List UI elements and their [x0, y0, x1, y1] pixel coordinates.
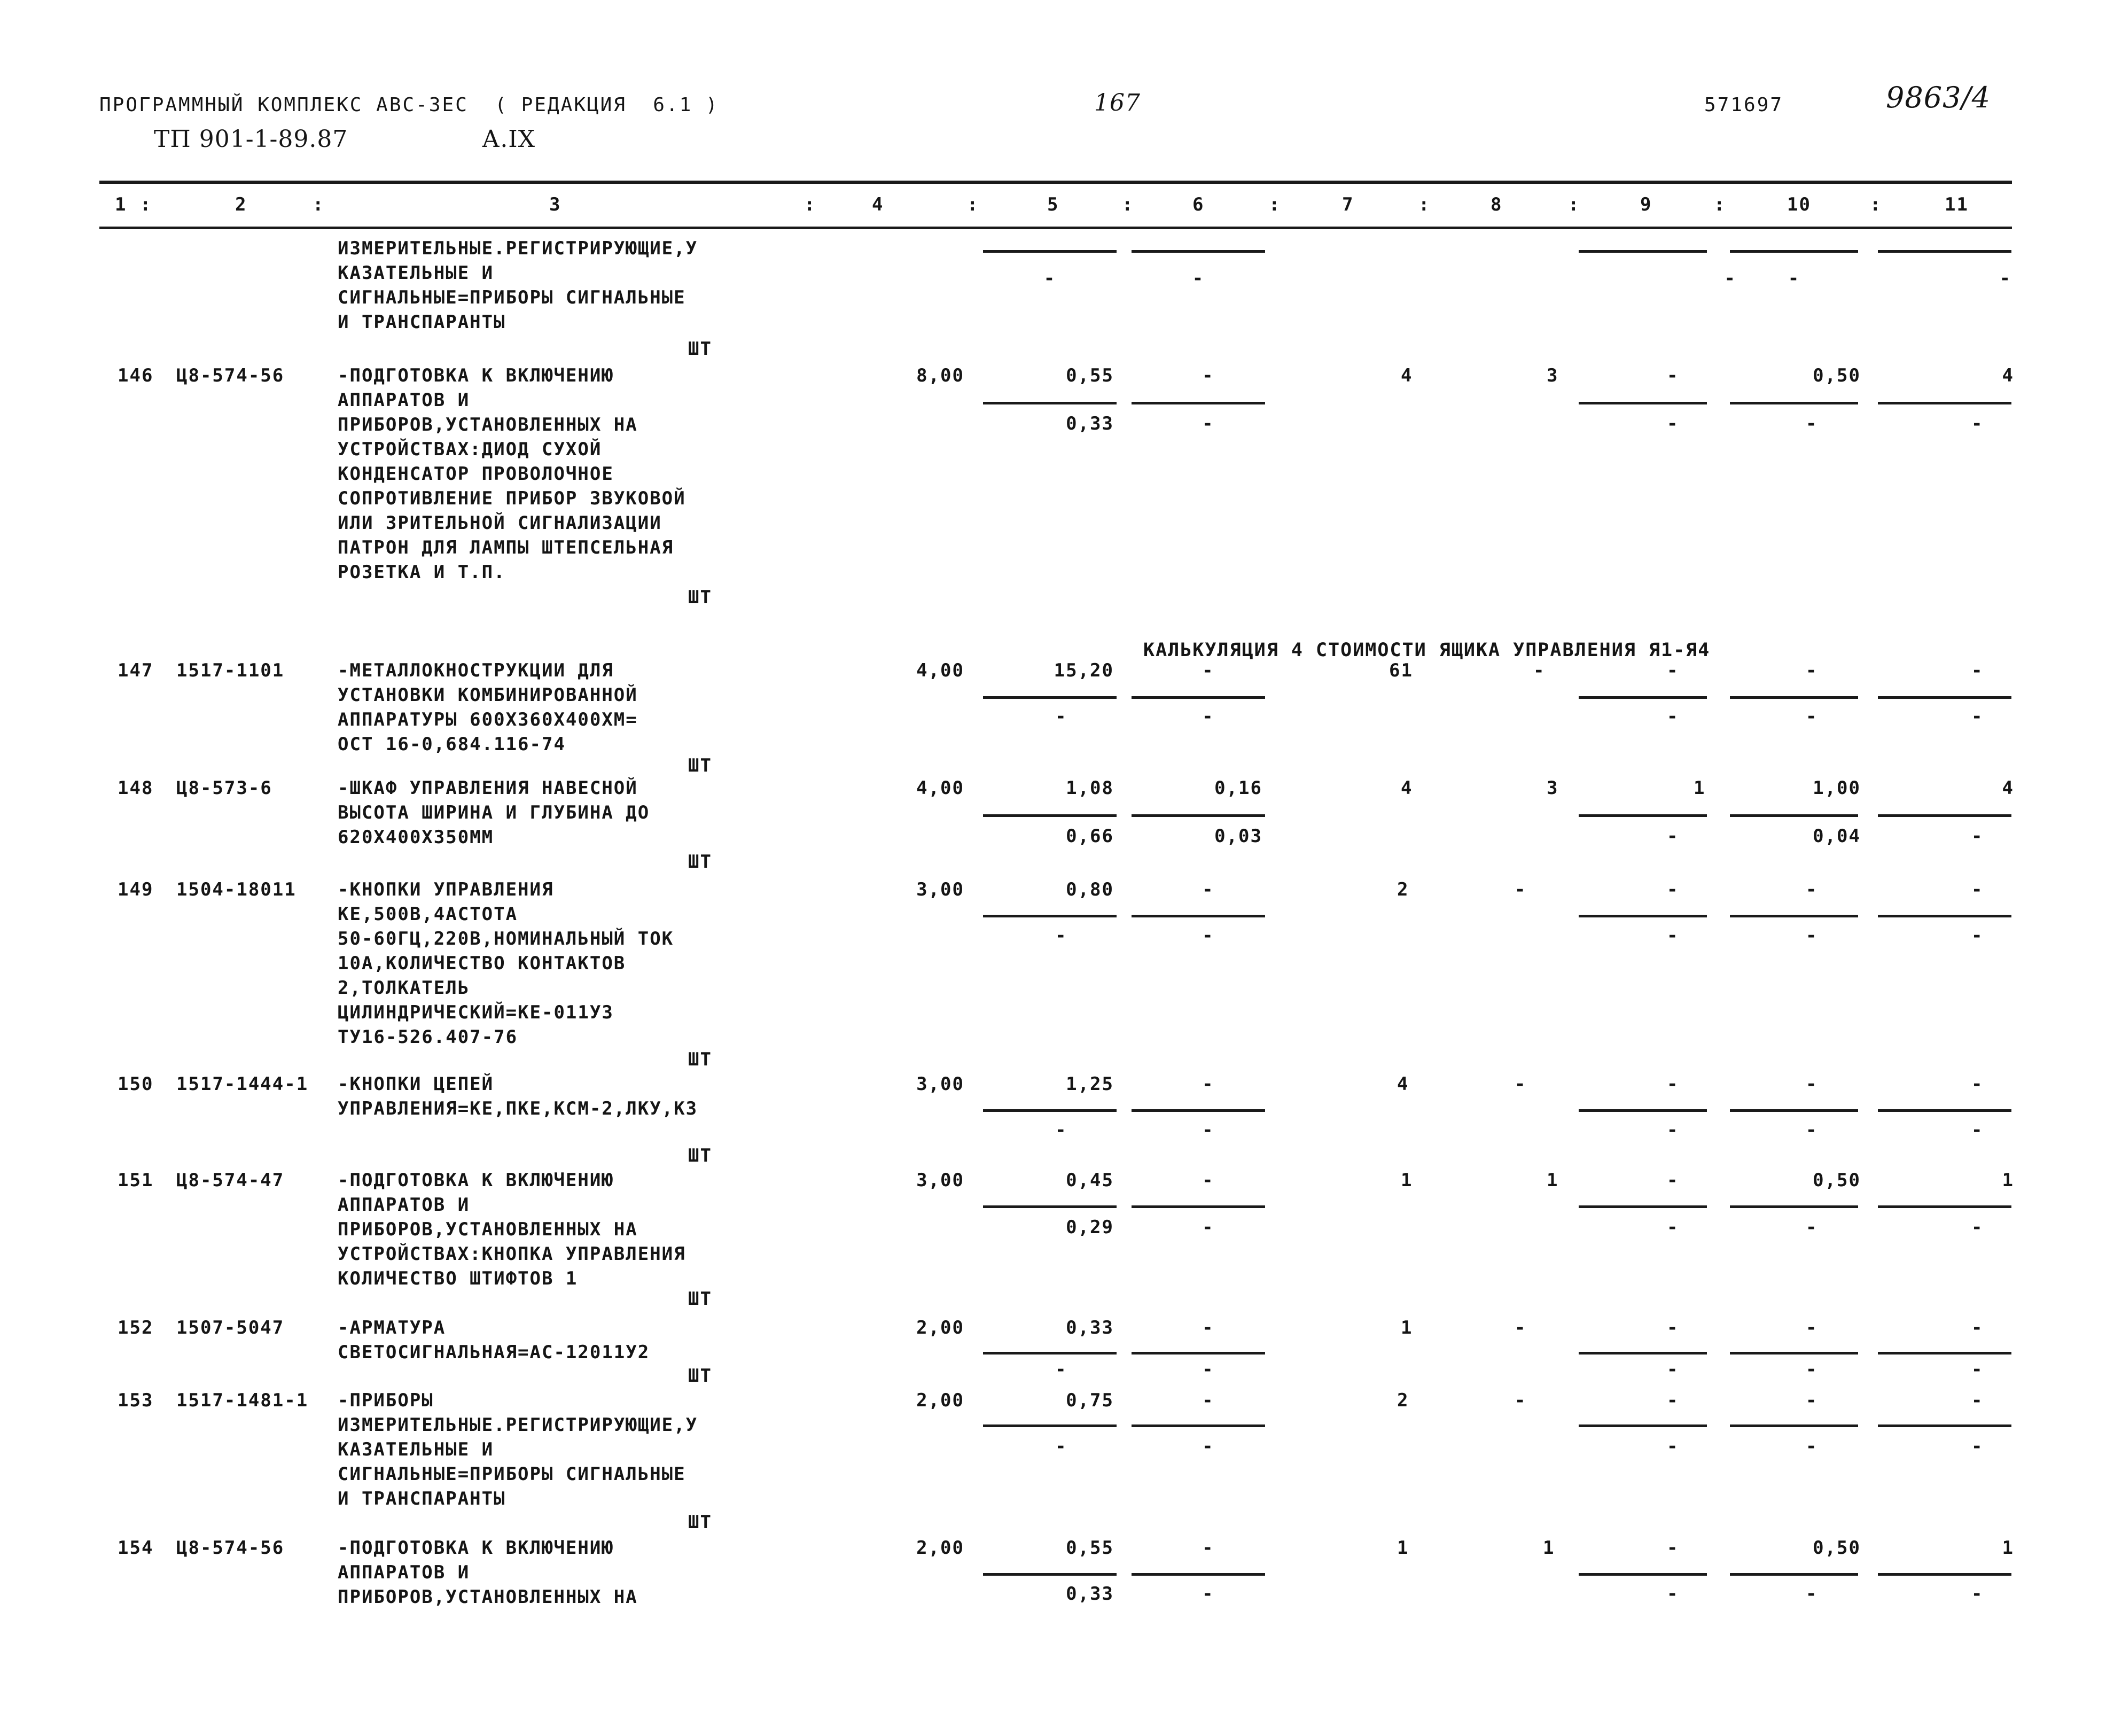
continuation-description: ИЗМЕРИТЕЛЬНЫЕ.РЕГИСТРИРУЮЩИЕ,У КАЗАТЕЛЬНЫЕ И СИГНАЛЬНЫЕ=ПРИБОРЫ СИГНАЛЬНЫЕ И ТРАНСПАРАНТЫ: [338, 238, 698, 333]
item-description: -МЕТАЛЛОКНОСТРУКЦИИ ДЛЯ УСТАНОВКИ КОМБИНИРОВАННОЙ АППАРАТУРЫ 600Х360Х400ХМ= ОСТ 16-0,684.116-74: [338, 660, 638, 755]
rate-code: Ц8-574-56: [176, 1537, 285, 1559]
row-number: 153: [118, 1390, 154, 1411]
row-number: 149: [118, 879, 154, 900]
unit-label: ШТ: [688, 1145, 712, 1166]
rate-code: 1517-1101: [176, 660, 285, 681]
item-description: -КНОПКИ ЦЕПЕЙ УПРАВЛЕНИЯ=КЕ,ПКЕ,КСМ-2,ЛКУ,КЗ: [338, 1073, 698, 1119]
unit-label: ШТ: [688, 1288, 712, 1310]
column-header: 7: [1342, 194, 1354, 215]
item-description: -АРМАТУРА СВЕТОСИГНАЛЬНАЯ=АС-12011У2: [338, 1317, 650, 1363]
row-number: 146: [118, 365, 154, 386]
rate-code: 1517-1444-1: [176, 1073, 309, 1095]
item-description: -ПРИБОРЫ ИЗМЕРИТЕЛЬНЫЕ.РЕГИСТРИРУЮЩИЕ,У КАЗАТЕЛЬНЫЕ И СИГНАЛЬНЫЕ=ПРИБОРЫ СИГНАЛЬНЫЕ И ТРАНСПАРАНТЫ: [338, 1390, 698, 1509]
column-header: 3: [549, 194, 561, 215]
unit-label: ШТ: [688, 587, 712, 608]
col5-value-bottom: 0,33: [1066, 413, 1114, 434]
rate-code: 1517-1481-1: [176, 1390, 309, 1411]
column-header: 9: [1640, 194, 1652, 215]
rate-code: Ц8-574-56: [176, 365, 285, 386]
unit-label: ШТ: [688, 851, 712, 873]
unit-label: ШТ: [688, 338, 712, 360]
rate-code: 1504-18011: [176, 879, 297, 900]
table-header-rule: [99, 227, 2012, 229]
program-title: ПРОГРАММНЫЙ КОМПЛЕКС АВС-3ЕС ( РЕДАКЦИЯ 6.1 ): [99, 94, 719, 116]
calculation-note: КАЛЬКУЛЯЦИЯ 4 СТОИМОСТИ ЯЩИКА УПРАВЛЕНИЯ Я1-Я4: [1143, 640, 1711, 661]
column-header: 2: [235, 194, 247, 215]
rate-code: Ц8-573-6: [176, 777, 272, 799]
column-header: 8: [1491, 194, 1503, 215]
row-number: 154: [118, 1537, 154, 1559]
row-number: 147: [118, 660, 154, 681]
column-header: 5: [1047, 194, 1059, 215]
sheet-reference: 9863/4: [1886, 81, 1991, 114]
column-header: 6: [1192, 194, 1205, 215]
item-description: -ШКАФ УПРАВЛЕНИЯ НАВЕСНОЙ ВЫСОТА ШИРИНА И ГЛУБИНА ДО 620Х400Х350ММ: [338, 777, 650, 848]
row-number: 152: [118, 1317, 154, 1338]
quantity: 8,00: [916, 365, 964, 386]
column-header: 11: [1945, 194, 1969, 215]
col5-value: 0,55: [1066, 365, 1114, 386]
item-description: -ПОДГОТОВКА К ВКЛЮЧЕНИЮ АППАРАТОВ И ПРИБОРОВ,УСТАНОВЛЕННЫХ НА: [338, 1537, 638, 1608]
column-header: 4: [872, 194, 884, 215]
table-top-rule: [99, 181, 2012, 184]
column-header: 1: [115, 194, 127, 215]
album-label: А.IX: [482, 126, 536, 153]
row-number: 150: [118, 1073, 154, 1095]
row-number: 148: [118, 777, 154, 799]
page-number: 167: [1094, 89, 1141, 116]
unit-label: ШТ: [688, 1365, 712, 1387]
rate-code: Ц8-574-47: [176, 1170, 285, 1191]
unit-label: ШТ: [688, 1049, 712, 1070]
unit-label: ШТ: [688, 1512, 712, 1533]
column-header: 10: [1787, 194, 1811, 215]
project-code: ТП 901-1-89.87: [154, 126, 348, 153]
row-number: 151: [118, 1170, 154, 1191]
item-description: -ПОДГОТОВКА К ВКЛЮЧЕНИЮ АППАРАТОВ И ПРИБОРОВ,УСТАНОВЛЕННЫХ НА УСТРОЙСТВАХ:ДИОД СУХОЙ КОНДЕНСАТОР ПРОВОЛОЧНОЕ СОПРОТИВЛЕНИЕ ПРИБОР ЗВУКОВОЙ ИЛИ ЗРИТЕЛЬНОЙ СИГНАЛИЗАЦИИ ПАТРОН ДЛЯ ЛАМПЫ ШТЕПСЕЛЬНАЯ РОЗЕТКА И Т.П.: [338, 365, 686, 583]
item-description: -ПОДГОТОВКА К ВКЛЮЧЕНИЮ АППАРАТОВ И ПРИБОРОВ,УСТАНОВЛЕННЫХ НА УСТРОЙСТВАХ:КНОПКА УПРАВЛЕНИЯ КОЛИЧЕСТВО ШТИФТОВ 1: [338, 1170, 686, 1289]
document-code: 571697: [1704, 94, 1784, 116]
unit-label: ШТ: [688, 755, 712, 776]
rate-code: 1507-5047: [176, 1317, 285, 1338]
item-description: -КНОПКИ УПРАВЛЕНИЯ КЕ,500В,4АСТОТА 50-60ГЦ,220В,НОМИНАЛЬНЫЙ ТОК 10А,КОЛИЧЕСТВО КОНТАКТОВ 2,ТОЛКАТЕЛЬ ЦИЛИНДРИЧЕСКИЙ=КЕ-011У3 ТУ16-526.407-76: [338, 879, 674, 1048]
